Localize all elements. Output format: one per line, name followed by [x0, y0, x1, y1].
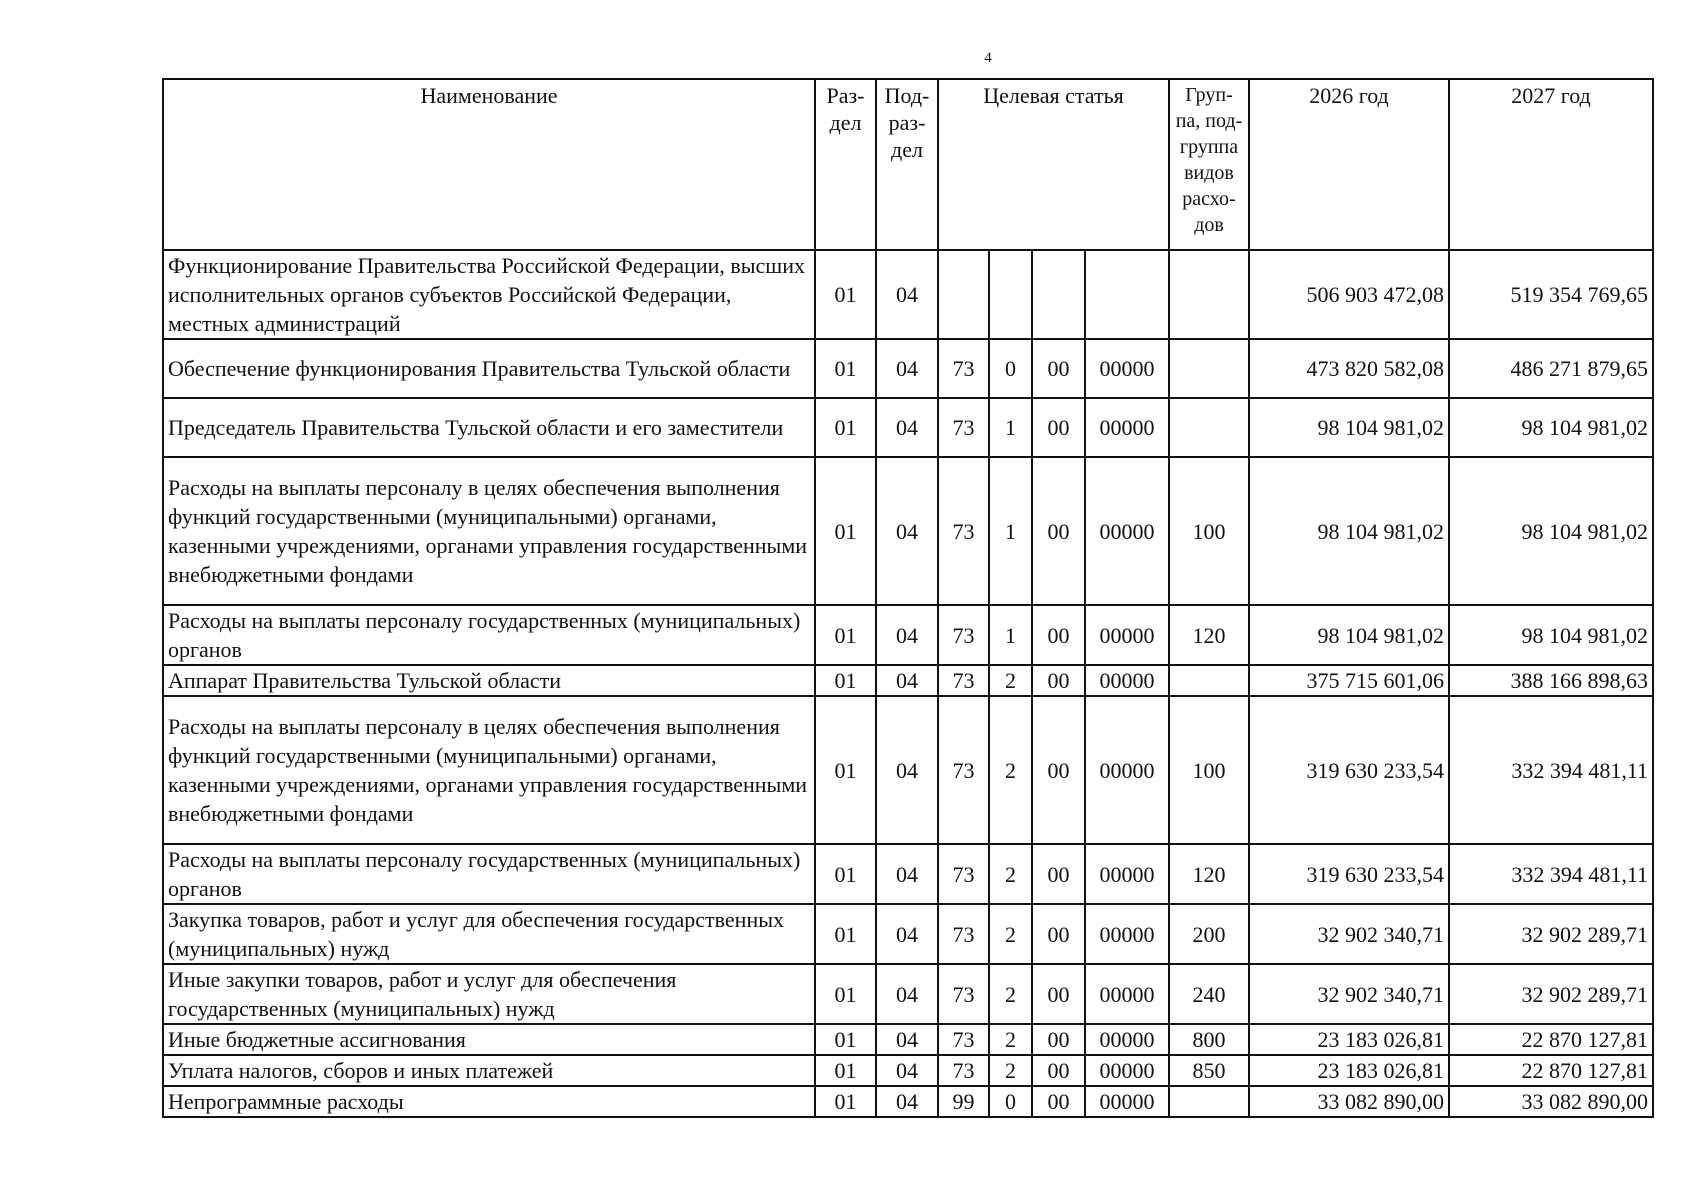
row-subsection: 04	[876, 1024, 938, 1055]
row-target-direction: 00000	[1085, 339, 1169, 398]
table-row	[163, 696, 1653, 844]
row-amount-2026: 23 183 026,81	[1249, 1024, 1449, 1055]
row-target-program	[938, 250, 989, 339]
header-name: Наименование	[163, 79, 815, 250]
row-name: Уплата налогов, сборов и иных платежей	[163, 1055, 815, 1086]
row-amount-2026: 506 903 472,08	[1249, 250, 1449, 339]
row-section: 01	[815, 1055, 876, 1086]
row-target-main-event: 00	[1032, 1086, 1085, 1117]
row-amount-2026: 98 104 981,02	[1249, 457, 1449, 605]
row-name: Иные закупки товаров, работ и услуг для обеспечения государственных (муниципальных) нужд	[163, 964, 815, 1024]
table-row	[163, 665, 1653, 696]
table-row	[163, 250, 1653, 339]
row-expense-group	[1169, 398, 1249, 457]
row-target-program: 73	[938, 1055, 989, 1086]
row-target-main-event: 00	[1032, 844, 1085, 904]
row-target-subprogram: 0	[989, 1086, 1032, 1117]
row-amount-2027: 98 104 981,02	[1449, 457, 1653, 605]
row-expense-group	[1169, 665, 1249, 696]
row-subsection: 04	[876, 339, 938, 398]
row-section: 01	[815, 339, 876, 398]
row-target-subprogram	[989, 250, 1032, 339]
budget-table	[162, 78, 1654, 1118]
row-target-program: 73	[938, 665, 989, 696]
row-target-direction: 00000	[1085, 844, 1169, 904]
row-target-main-event	[1032, 250, 1085, 339]
row-expense-group	[1169, 250, 1249, 339]
row-target-main-event: 00	[1032, 964, 1085, 1024]
row-target-direction: 00000	[1085, 964, 1169, 1024]
row-target-program: 73	[938, 844, 989, 904]
row-amount-2027: 22 870 127,81	[1449, 1024, 1653, 1055]
row-expense-group	[1169, 339, 1249, 398]
row-target-program: 73	[938, 605, 989, 665]
row-target-direction: 00000	[1085, 605, 1169, 665]
row-target-program: 73	[938, 696, 989, 844]
row-amount-2027: 98 104 981,02	[1449, 605, 1653, 665]
header-section: Раз- дел	[815, 79, 876, 250]
header-2027: 2027 год	[1449, 79, 1653, 250]
row-subsection: 04	[876, 605, 938, 665]
row-name: Расходы на выплаты персоналу государственных (муниципальных) органов	[163, 605, 815, 665]
row-name: Расходы на выплаты персоналу в целях обеспечения выполнения функций государственными (муниципальными) органами, казенными учреждениями, органами управления государственными внебюджетными фондами	[163, 457, 815, 605]
header-subsection: Под- раз- дел	[876, 79, 938, 250]
row-section: 01	[815, 605, 876, 665]
table-row	[163, 1055, 1653, 1086]
row-amount-2027: 332 394 481,11	[1449, 696, 1653, 844]
row-target-subprogram: 1	[989, 398, 1032, 457]
row-name: Закупка товаров, работ и услуг для обеспечения государственных (муниципальных) нужд	[163, 904, 815, 964]
row-amount-2027: 32 902 289,71	[1449, 904, 1653, 964]
table-header-row	[163, 79, 1653, 250]
row-subsection: 04	[876, 457, 938, 605]
row-target-subprogram: 1	[989, 457, 1032, 605]
row-target-subprogram: 2	[989, 844, 1032, 904]
row-section: 01	[815, 964, 876, 1024]
row-section: 01	[815, 457, 876, 605]
table-row	[163, 398, 1653, 457]
row-amount-2027: 98 104 981,02	[1449, 398, 1653, 457]
table-body	[163, 250, 1653, 1117]
row-amount-2027: 486 271 879,65	[1449, 339, 1653, 398]
row-amount-2026: 98 104 981,02	[1249, 398, 1449, 457]
row-subsection: 04	[876, 904, 938, 964]
row-amount-2026: 98 104 981,02	[1249, 605, 1449, 665]
row-amount-2027: 519 354 769,65	[1449, 250, 1653, 339]
row-section: 01	[815, 250, 876, 339]
row-name: Расходы на выплаты персоналу государственных (муниципальных) органов	[163, 844, 815, 904]
row-amount-2026: 473 820 582,08	[1249, 339, 1449, 398]
row-expense-group: 200	[1169, 904, 1249, 964]
row-target-subprogram: 2	[989, 1055, 1032, 1086]
table-row	[163, 1024, 1653, 1055]
row-amount-2027: 22 870 127,81	[1449, 1055, 1653, 1086]
row-name: Председатель Правительства Тульской области и его заместители	[163, 398, 815, 457]
row-target-main-event: 00	[1032, 696, 1085, 844]
row-section: 01	[815, 904, 876, 964]
row-section: 01	[815, 696, 876, 844]
row-target-main-event: 00	[1032, 665, 1085, 696]
row-subsection: 04	[876, 1086, 938, 1117]
header-target-article: Целевая статья	[938, 79, 1169, 250]
row-name: Иные бюджетные ассигнования	[163, 1024, 815, 1055]
row-amount-2026: 23 183 026,81	[1249, 1055, 1449, 1086]
row-target-program: 73	[938, 1024, 989, 1055]
row-section: 01	[815, 398, 876, 457]
row-target-main-event: 00	[1032, 1055, 1085, 1086]
row-target-direction: 00000	[1085, 1024, 1169, 1055]
row-target-subprogram: 2	[989, 904, 1032, 964]
row-target-subprogram: 0	[989, 339, 1032, 398]
row-amount-2026: 319 630 233,54	[1249, 844, 1449, 904]
row-target-main-event: 00	[1032, 398, 1085, 457]
row-target-direction	[1085, 250, 1169, 339]
row-target-direction: 00000	[1085, 1086, 1169, 1117]
row-subsection: 04	[876, 250, 938, 339]
row-target-main-event: 00	[1032, 457, 1085, 605]
row-subsection: 04	[876, 964, 938, 1024]
row-target-direction: 00000	[1085, 665, 1169, 696]
row-expense-group	[1169, 1086, 1249, 1117]
row-expense-group: 100	[1169, 457, 1249, 605]
row-expense-group: 800	[1169, 1024, 1249, 1055]
row-amount-2026: 32 902 340,71	[1249, 904, 1449, 964]
row-amount-2027: 32 902 289,71	[1449, 964, 1653, 1024]
row-subsection: 04	[876, 398, 938, 457]
table-row	[163, 605, 1653, 665]
header-expense-group: Груп- па, под- группа видов расхо- дов	[1169, 79, 1249, 250]
row-amount-2026: 32 902 340,71	[1249, 964, 1449, 1024]
row-target-subprogram: 2	[989, 696, 1032, 844]
row-name: Обеспечение функционирования Правительства Тульской области	[163, 339, 815, 398]
row-target-main-event: 00	[1032, 605, 1085, 665]
row-target-direction: 00000	[1085, 398, 1169, 457]
row-name: Расходы на выплаты персоналу в целях обеспечения выполнения функций государственными (муниципальными) органами, казенными учреждениями, органами управления государственными внебюджетными фондами	[163, 696, 815, 844]
row-target-program: 73	[938, 964, 989, 1024]
row-section: 01	[815, 665, 876, 696]
row-name: Функционирование Правительства Российской Федерации, высших исполнительных органов субъектов Российской Федерации, местных администраций	[163, 250, 815, 339]
row-subsection: 04	[876, 844, 938, 904]
row-subsection: 04	[876, 665, 938, 696]
row-amount-2027: 332 394 481,11	[1449, 844, 1653, 904]
row-section: 01	[815, 1086, 876, 1117]
row-amount-2026: 375 715 601,06	[1249, 665, 1449, 696]
table-row	[163, 964, 1653, 1024]
row-target-main-event: 00	[1032, 1024, 1085, 1055]
row-target-direction: 00000	[1085, 1055, 1169, 1086]
page-number: 4	[984, 50, 992, 66]
row-target-direction: 00000	[1085, 696, 1169, 844]
row-target-main-event: 00	[1032, 904, 1085, 964]
row-target-subprogram: 2	[989, 1024, 1032, 1055]
row-amount-2026: 33 082 890,00	[1249, 1086, 1449, 1117]
row-target-program: 73	[938, 457, 989, 605]
table-row	[163, 1086, 1653, 1117]
row-subsection: 04	[876, 1055, 938, 1086]
row-subsection: 04	[876, 696, 938, 844]
row-target-direction: 00000	[1085, 904, 1169, 964]
row-target-subprogram: 2	[989, 964, 1032, 1024]
row-expense-group: 100	[1169, 696, 1249, 844]
row-name: Аппарат Правительства Тульской области	[163, 665, 815, 696]
row-target-main-event: 00	[1032, 339, 1085, 398]
row-name: Непрограммные расходы	[163, 1086, 815, 1117]
row-amount-2027: 388 166 898,63	[1449, 665, 1653, 696]
row-expense-group: 120	[1169, 605, 1249, 665]
row-expense-group: 120	[1169, 844, 1249, 904]
row-target-program: 73	[938, 339, 989, 398]
row-target-subprogram: 1	[989, 605, 1032, 665]
table-row	[163, 904, 1653, 964]
table-row	[163, 339, 1653, 398]
row-amount-2027: 33 082 890,00	[1449, 1086, 1653, 1117]
row-target-program: 73	[938, 398, 989, 457]
row-amount-2026: 319 630 233,54	[1249, 696, 1449, 844]
row-expense-group: 850	[1169, 1055, 1249, 1086]
table-row	[163, 457, 1653, 605]
row-section: 01	[815, 844, 876, 904]
table-row	[163, 844, 1653, 904]
row-target-program: 73	[938, 904, 989, 964]
row-target-subprogram: 2	[989, 665, 1032, 696]
row-target-program: 99	[938, 1086, 989, 1117]
row-target-direction: 00000	[1085, 457, 1169, 605]
row-expense-group: 240	[1169, 964, 1249, 1024]
row-section: 01	[815, 1024, 876, 1055]
header-2026: 2026 год	[1249, 79, 1449, 250]
